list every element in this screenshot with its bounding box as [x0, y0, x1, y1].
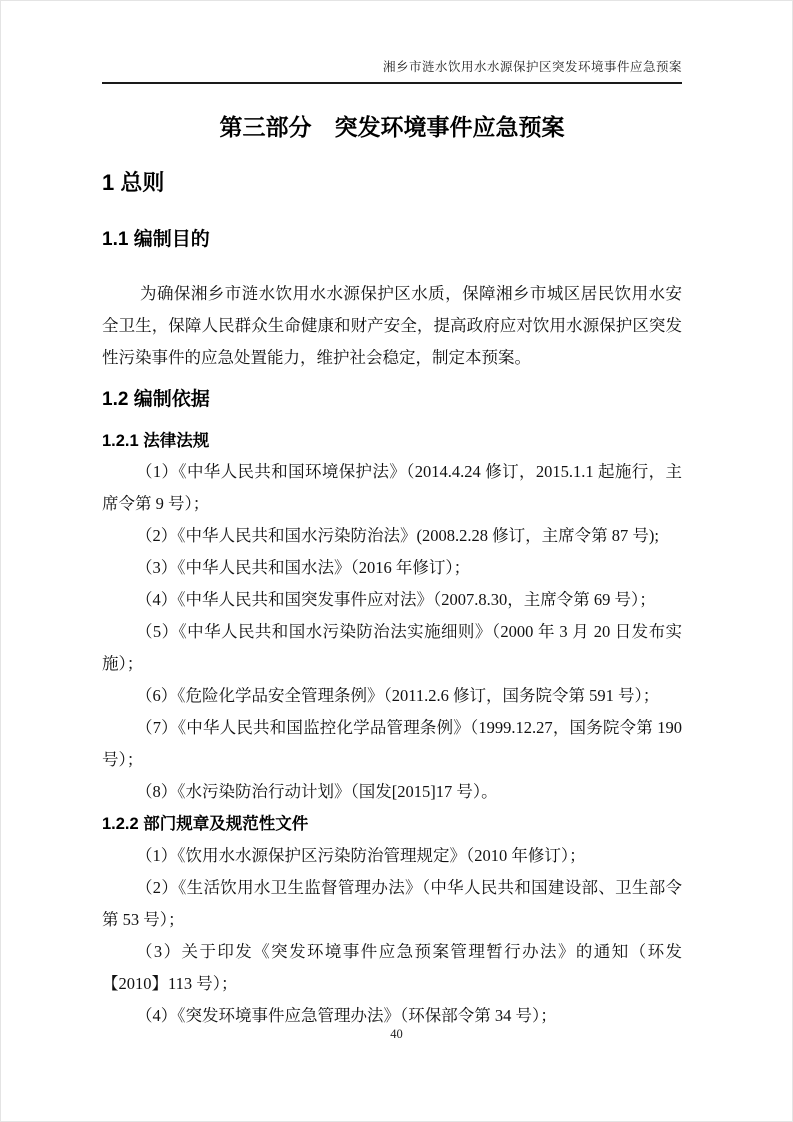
legal-basis-item: （8）《水污染防治行动计划》（国发[2015]17 号）。	[136, 782, 498, 801]
subsection-heading-1-2-1: 1.2.1 法律法规	[102, 432, 210, 450]
regulation-item: （2）《生活饮用水卫生监督管理办法》（中华人民共和国建设部、卫生部令第 53 号）；	[102, 878, 682, 929]
purpose-paragraph: 为确保湘乡市涟水饮用水水源保护区水质，保障湘乡市城区居民饮用水安全卫生，保障人民群众生命健康和财产安全，提高政府应对饮用水源保护区突发性污染事件的应急处置能力，维护社会稳定，制定本预案。	[102, 284, 682, 367]
section-heading-1-2: 1.2 编制依据	[102, 389, 210, 410]
legal-basis-item: （5）《中华人民共和国水污染防治法实施细则》（2000 年 3 月 20 日发布实施）；	[102, 622, 682, 673]
legal-basis-item: （7）《中华人民共和国监控化学品管理条例》（1999.12.27，国务院令第 190 号）；	[102, 718, 682, 769]
subsection-heading-1-2-2: 1.2.2 部门规章及规范性文件	[102, 815, 309, 833]
regulation-item: （4）《突发环境事件应急管理办法》（环保部令第 34 号）；	[136, 1006, 557, 1025]
section-heading-1: 1 总则	[102, 170, 165, 195]
page-content	[102, 1, 682, 1032]
legal-basis-list	[102, 456, 682, 808]
section-heading-1-1: 1.1 编制目的	[102, 229, 210, 250]
header-rule	[102, 82, 682, 84]
legal-basis-item: （2）《中华人民共和国水污染防治法》(2008.2.28 修订，主席令第 87 号);	[136, 526, 659, 545]
legal-basis-item: （4）《中华人民共和国突发事件应对法》（2007.8.30，主席令第 69 号）；	[136, 590, 656, 609]
regulation-item: （1）《饮用水水源保护区污染防治管理规定》（2010 年修订）；	[136, 846, 586, 865]
regulation-list	[102, 840, 682, 1032]
legal-basis-item: （1）《中华人民共和国环境保护法》（2014.4.24 修订，2015.1.1 起施行，主席令第 9 号）；	[102, 462, 682, 513]
regulation-item: （3）关于印发《突发环境事件应急预案管理暂行办法》的通知（环发【2010】113 号）；	[102, 942, 682, 993]
part-title: 第三部分 突发环境事件应急预案	[219, 114, 565, 140]
running-header: 湘乡市涟水饮用水水源保护区突发环境事件应急预案	[382, 60, 682, 74]
page-number: 40	[390, 1027, 403, 1041]
legal-basis-item: （3）《中华人民共和国水法》（2016 年修订）；	[136, 558, 471, 577]
legal-basis-item: （6）《危险化学品安全管理条例》（2011.2.6 修订，国务院令第 591 号）；	[136, 686, 660, 705]
